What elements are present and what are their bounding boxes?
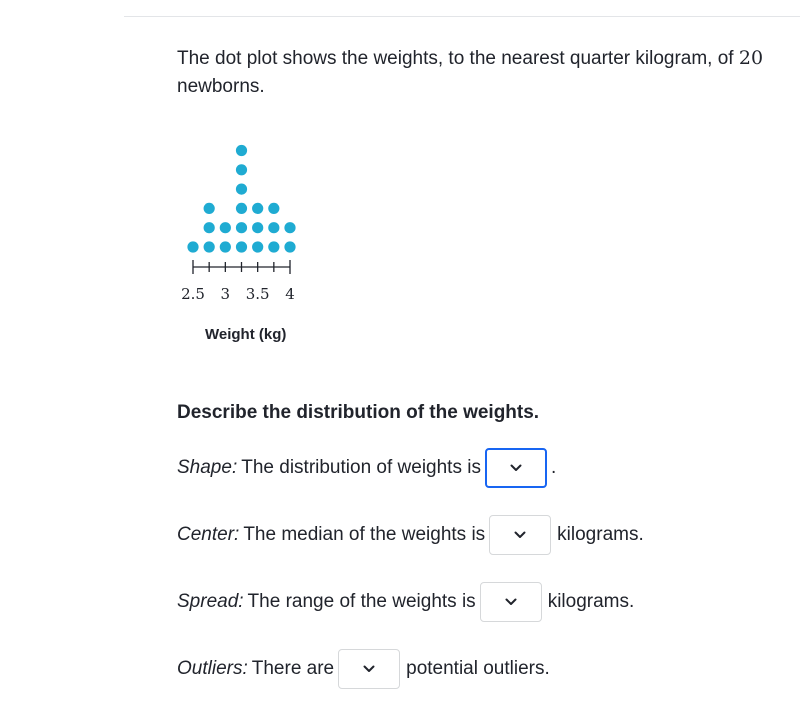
data-dot xyxy=(204,203,215,214)
spread-text: The range of the weights is xyxy=(247,591,476,612)
center-row xyxy=(177,515,644,555)
data-dot xyxy=(236,145,247,156)
data-dot xyxy=(220,241,231,252)
spread-row xyxy=(177,582,634,622)
question-heading: Describe the distribution of the weights. xyxy=(177,402,540,423)
shape-row xyxy=(177,448,556,488)
problem-statement xyxy=(177,44,787,101)
chevron-down-icon xyxy=(363,665,375,673)
data-dot xyxy=(204,241,215,252)
shape-text: The distribution of weights is xyxy=(241,457,481,478)
shape-after: . xyxy=(550,457,557,478)
outliers-text: There are xyxy=(251,658,335,679)
outliers-label: Outliers: xyxy=(177,658,248,679)
chevron-down-icon xyxy=(505,598,517,606)
outliers-row xyxy=(177,649,550,689)
center-label: Center: xyxy=(177,524,240,545)
data-dot xyxy=(236,241,247,252)
spread-dropdown[interactable] xyxy=(480,582,542,622)
x-tick-label: 3.5 xyxy=(245,285,270,303)
data-dot xyxy=(236,164,247,175)
shape-label: Shape: xyxy=(177,457,238,478)
chevron-down-icon xyxy=(514,531,526,539)
x-tick-label: 3 xyxy=(220,285,231,303)
data-dot xyxy=(268,241,279,252)
x-tick-label: 2.5 xyxy=(181,285,205,303)
data-dot xyxy=(236,203,247,214)
shape-dropdown[interactable] xyxy=(485,448,547,488)
x-tick-label: 4 xyxy=(285,285,295,303)
outliers-dropdown[interactable] xyxy=(338,649,400,689)
data-dot xyxy=(252,241,263,252)
data-dot xyxy=(236,184,247,195)
data-dot xyxy=(284,241,295,252)
data-dot xyxy=(268,222,279,233)
data-dot xyxy=(204,222,215,233)
spread-label: Spread: xyxy=(177,591,244,612)
center-dropdown[interactable] xyxy=(489,515,551,555)
data-dot xyxy=(220,222,231,233)
data-dot xyxy=(284,222,295,233)
data-dot xyxy=(268,203,279,214)
dot-plot xyxy=(176,136,316,316)
x-axis-label: Weight (kg) xyxy=(205,326,287,343)
data-dot xyxy=(236,222,247,233)
center-after: kilograms. xyxy=(557,524,644,545)
intro-text: The dot plot shows the weights, to the nearest quarter kilogram, of xyxy=(177,48,739,69)
newborn-count: 20 xyxy=(738,47,764,69)
top-divider xyxy=(124,16,800,17)
data-dot xyxy=(252,222,263,233)
intro-text-end: newborns. xyxy=(177,76,265,97)
center-text: The median of the weights is xyxy=(243,524,486,545)
data-dot xyxy=(252,203,263,214)
outliers-after: potential outliers. xyxy=(406,658,550,679)
chevron-down-icon xyxy=(510,464,522,472)
spread-after: kilograms. xyxy=(547,591,635,612)
data-dot xyxy=(187,241,198,252)
